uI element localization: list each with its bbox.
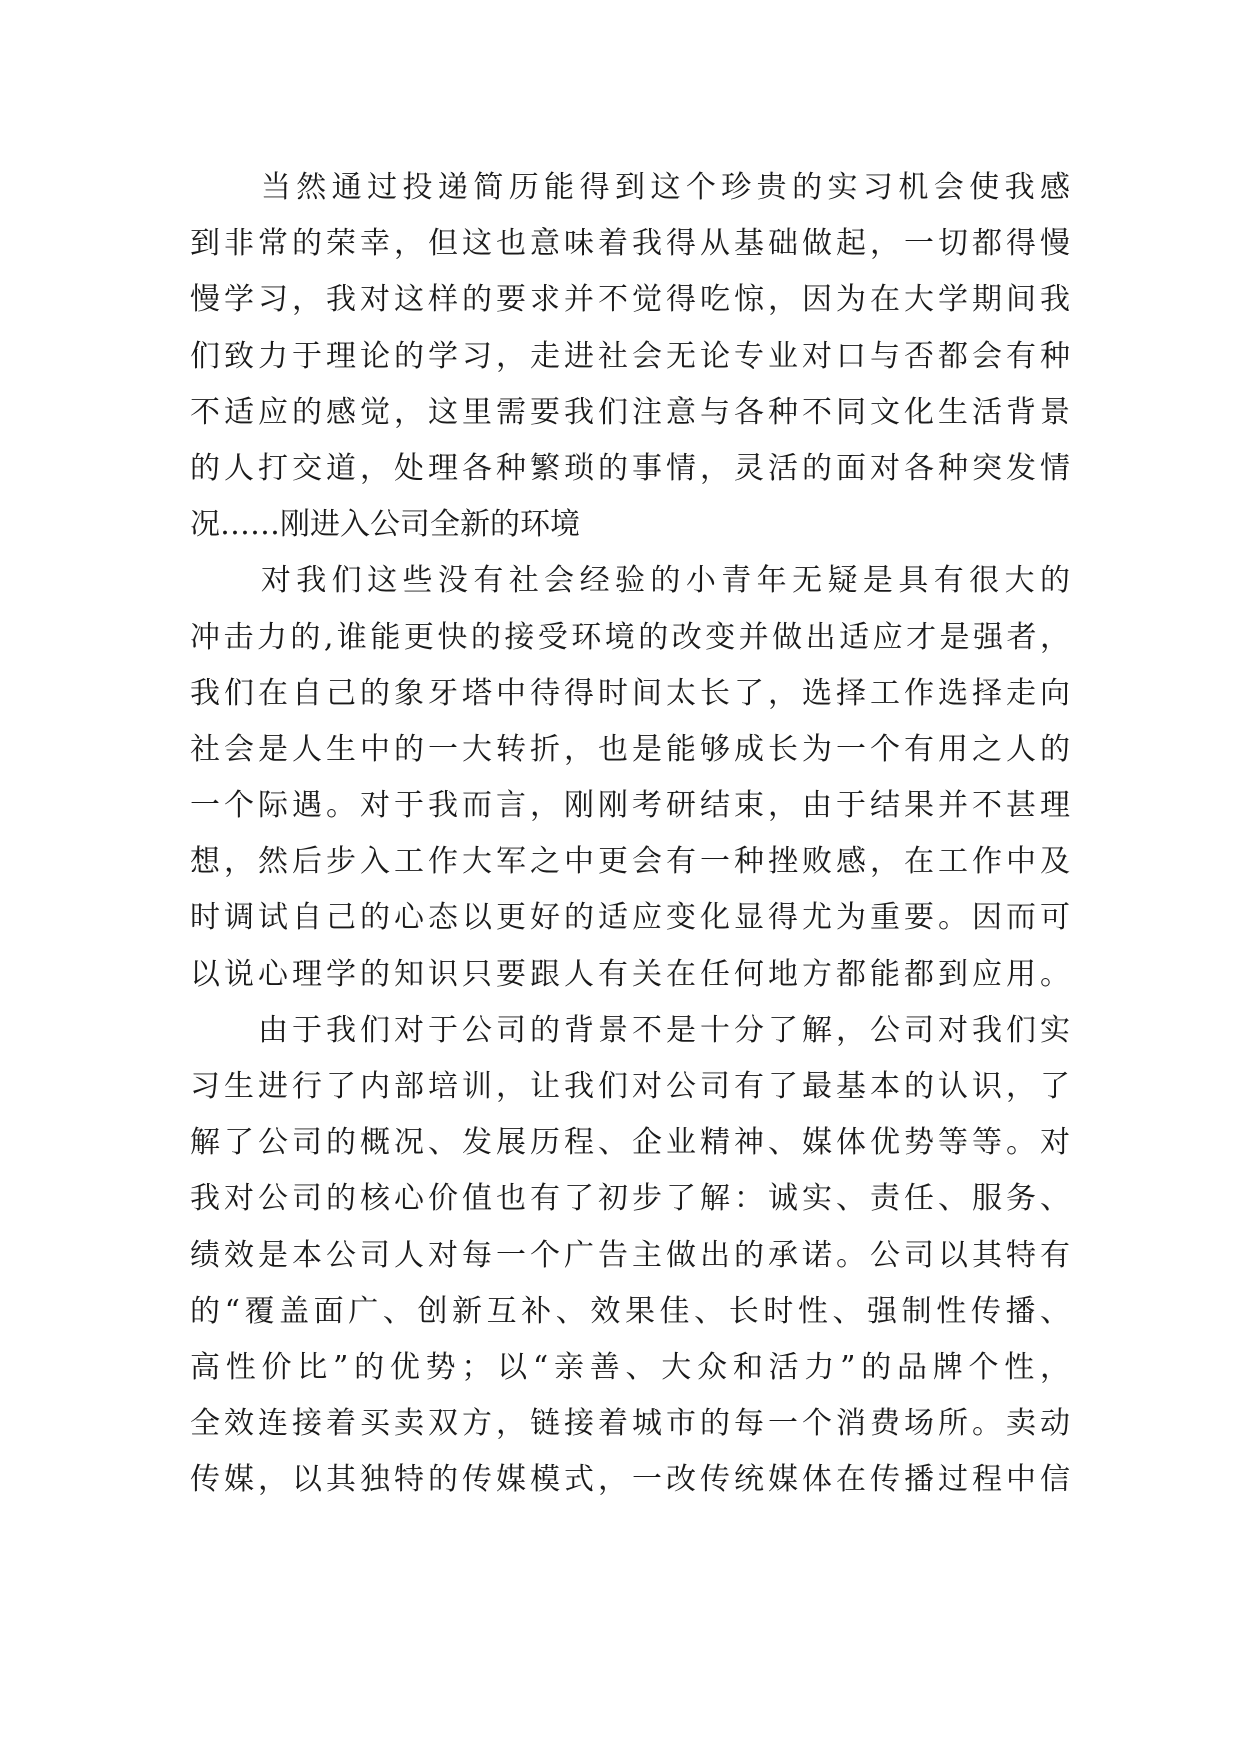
- text-line: 慢学习，我对这样的要求并不觉得吃惊，因为在大学期间我: [190, 282, 1070, 318]
- body-text: [190, 160, 1070, 1509]
- text-line: 当然通过投递简历能得到这个珍贵的实习机会使我感: [190, 170, 1070, 205]
- text-line: 由于我们对于公司的背景不是十分了解，公司对我们实: [190, 1012, 1070, 1048]
- text-line: 况……刚进入公司全新的环境: [190, 507, 580, 543]
- text-line: 社会是人生中的一大转折，也是能够成长为一个有用之人的: [190, 731, 1070, 767]
- text-line: 时调试自己的心态以更好的适应变化显得尤为重要。因而可: [190, 900, 1070, 936]
- text-line: 解了公司的概况、发展历程、企业精神、媒体优势等等。对: [190, 1125, 1070, 1161]
- text-line: 习生进行了内部培训，让我们对公司有了最基本的认识，了: [190, 1069, 1070, 1104]
- text-line: 传媒，以其独特的传媒模式，一改传统媒体在传播过程中信: [190, 1462, 1070, 1498]
- text-line: 一个际遇。对于我而言，刚刚考研结束，由于结果并不甚理: [190, 788, 1070, 824]
- text-line: 以说心理学的知识只要跟人有关在任何地方都能都到应用。: [190, 956, 1070, 992]
- text-line: 我对公司的核心价值也有了初步了解：诚实、责任、服务、: [190, 1181, 1070, 1217]
- text-line: 我们在自己的象牙塔中待得时间太长了，选择工作选择走向: [190, 675, 1070, 711]
- text-line: 的人打交道，处理各种繁琐的事情，灵活的面对各种突发情: [190, 450, 1070, 486]
- text-line: 不适应的感觉，这里需要我们注意与各种不同文化生活背景: [190, 394, 1070, 430]
- text-line: 想，然后步入工作大军之中更会有一种挫败感，在工作中及: [190, 844, 1070, 880]
- text-line: 们致力于理论的学习，走进社会无论专业对口与否都会有种: [190, 338, 1070, 374]
- text-line: 的“覆盖面广、创新互补、效果佳、长时性、强制性传播、: [190, 1293, 1070, 1329]
- text-line: 冲击力的,谁能更快的接受环境的改变并做出适应才是强者，: [190, 619, 1070, 655]
- text-line: 高性价比”的优势；以“亲善、大众和活力”的品牌个性，: [190, 1349, 1070, 1385]
- text-line: 到非常的荣幸，但这也意味着我得从基础做起，一切都得慢: [190, 226, 1070, 262]
- text-line: 对我们这些没有社会经验的小青年无疑是具有很大的: [190, 563, 1070, 599]
- text-line: 绩效是本公司人对每一个广告主做出的承诺。公司以其特有: [190, 1237, 1070, 1273]
- text-line: 全效连接着买卖双方，链接着城市的每一个消费场所。卖动: [190, 1406, 1070, 1442]
